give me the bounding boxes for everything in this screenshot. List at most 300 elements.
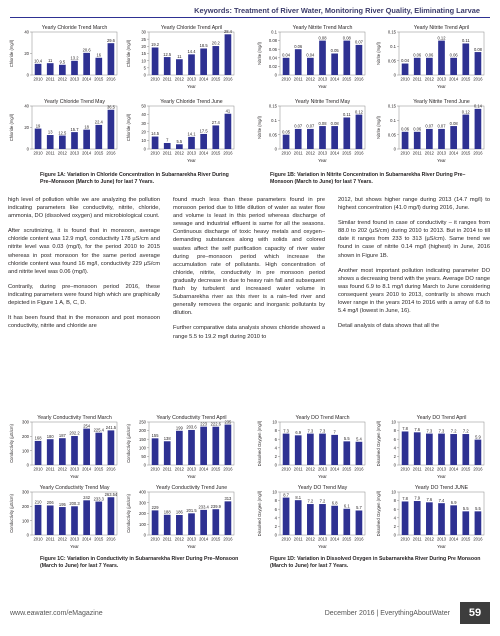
y-tick-label: 40	[141, 112, 146, 118]
bar	[343, 441, 350, 465]
x-tick-label: 2012	[424, 150, 434, 156]
bar	[307, 434, 314, 465]
data-label: 14.1	[187, 131, 196, 137]
x-tick-label: 2014	[330, 76, 340, 82]
y-tick-label: 20	[24, 51, 29, 57]
y-tick-label: 30	[141, 120, 146, 126]
bar	[450, 434, 457, 465]
bar	[319, 504, 326, 535]
x-tick-label: 2013	[186, 76, 197, 82]
y-tick-label: 0.15	[387, 103, 396, 109]
data-label: 168	[34, 435, 42, 441]
x-tick-label: 2011	[412, 150, 422, 156]
bar	[176, 59, 183, 75]
y-axis-label: Chloride (mg/l)	[9, 113, 14, 142]
y-tick-label: 200	[22, 503, 29, 509]
x-axis-label: Year	[318, 84, 327, 89]
data-label: 15.7	[70, 126, 79, 132]
data-label: 0.12	[437, 35, 446, 41]
x-tick-label: 2015	[211, 466, 221, 472]
y-axis-label: Dissolved Oxygen (mg/l)	[376, 490, 381, 537]
bar	[71, 61, 78, 75]
data-label: 7.3	[307, 428, 314, 434]
bar	[343, 41, 350, 75]
data-label: 7.8	[402, 496, 408, 502]
bar	[462, 115, 469, 149]
data-label: 223	[200, 421, 208, 427]
data-label: 6.9	[450, 500, 457, 506]
x-tick-label: 2016	[106, 466, 116, 472]
data-label: 0.07	[354, 39, 363, 45]
bar	[356, 442, 363, 465]
bar	[164, 57, 171, 75]
data-label: 235	[224, 419, 232, 425]
data-label: 9.5	[59, 59, 66, 65]
y-tick-label: 4	[393, 445, 396, 451]
bar	[83, 53, 90, 75]
data-label: 22.4	[94, 119, 103, 125]
x-tick-label: 2010	[150, 466, 160, 472]
x-tick-label: 2010	[400, 466, 410, 472]
x-axis-label: Year	[187, 544, 196, 549]
body-column-2	[173, 196, 325, 348]
x-tick-label: 2012	[57, 150, 67, 156]
bar	[319, 434, 326, 465]
bar	[83, 130, 90, 149]
x-tick-label: 2010	[150, 76, 160, 82]
x-tick-label: 2012	[174, 536, 184, 542]
y-tick-label: 100	[22, 518, 29, 524]
bar	[71, 506, 78, 535]
bar	[225, 114, 232, 149]
y-tick-label: 0	[26, 72, 29, 78]
y-tick-label: 400	[139, 489, 146, 495]
bar	[462, 43, 469, 75]
bar	[95, 125, 102, 149]
data-label: 225.4	[93, 427, 104, 433]
data-label: 7.2	[307, 498, 314, 504]
y-tick-label: 0	[393, 146, 396, 152]
x-tick-label: 2013	[436, 76, 447, 82]
bar	[71, 132, 78, 149]
x-tick-label: 2016	[223, 466, 233, 472]
x-tick-label: 2016	[354, 466, 364, 472]
chart-title: Yearly Conductivity Trend March	[37, 415, 112, 421]
data-label: 5.5	[462, 506, 469, 512]
data-label: 0.06	[449, 52, 458, 58]
bar	[176, 431, 183, 465]
bar	[200, 510, 207, 535]
header-keywords: Keywords: Treatment of River Water, Monitoring River Quality, Eliminating Larvae	[194, 6, 480, 15]
y-tick-label: 0.08	[268, 38, 277, 44]
data-label: 233.3	[93, 496, 104, 502]
x-tick-label: 2014	[449, 76, 459, 82]
bar	[426, 502, 433, 535]
data-label: 0.04	[401, 58, 410, 64]
data-label: 5.5	[475, 506, 481, 512]
y-tick-label: 250	[139, 419, 146, 425]
data-label: 14.4	[187, 49, 196, 55]
data-label: 0.11	[342, 112, 351, 118]
paragraph: 2012, but shows higher range during 2013 (14.7 mg/l) to highest concentration (41.0 mg/l) during 2016, June.	[338, 197, 490, 212]
data-label: 263.54	[104, 491, 118, 497]
bar	[225, 501, 232, 535]
data-label: 254	[83, 423, 91, 429]
data-label: 14.5	[151, 131, 160, 137]
data-label: 7.3	[426, 428, 433, 434]
bar	[414, 58, 421, 75]
bar	[47, 135, 54, 149]
x-tick-label: 2012	[57, 76, 67, 82]
x-tick-label: 2012	[174, 466, 184, 472]
y-tick-label: 0.05	[387, 132, 396, 138]
y-tick-label: 0.15	[268, 103, 277, 109]
x-tick-label: 2011	[162, 466, 172, 472]
data-label: 0.08	[330, 120, 339, 126]
bar	[475, 440, 482, 465]
y-tick-label: 4	[393, 515, 396, 521]
y-axis-label: Nitrite (mg/l)	[257, 42, 262, 65]
data-label: 0.08	[473, 46, 482, 52]
footer-url[interactable]: www.eawater.com/eMagazine	[10, 610, 103, 617]
bar	[95, 502, 102, 535]
bar	[343, 117, 350, 149]
x-axis-label: Year	[437, 158, 446, 163]
x-tick-label: 2014	[449, 536, 459, 542]
y-axis-label: Conductivity (µS/cm)	[9, 494, 14, 533]
data-label: 13.2	[70, 55, 79, 61]
x-tick-label: 2011	[293, 466, 303, 472]
data-label: 202.2	[69, 430, 80, 436]
data-label: 229	[151, 505, 159, 511]
y-tick-label: 40	[24, 103, 29, 109]
y-tick-label: 0.04	[268, 55, 277, 61]
x-tick-label: 2011	[293, 76, 303, 82]
bar	[59, 507, 66, 535]
data-label: 138	[163, 435, 171, 441]
y-tick-label: 200	[139, 428, 146, 434]
bar	[343, 509, 350, 535]
bar	[356, 510, 363, 535]
x-tick-label: 2013	[317, 76, 328, 82]
bar	[108, 430, 115, 465]
x-axis-label: Year	[187, 84, 196, 89]
chart-title: Yearly DO Trend March	[295, 415, 350, 421]
x-axis-label: Year	[318, 544, 327, 549]
data-label: 6.8	[331, 500, 338, 506]
y-tick-label: 10	[391, 489, 396, 495]
y-tick-label: 0	[26, 532, 29, 538]
data-label: 7.2	[450, 428, 457, 434]
x-tick-label: 2011	[162, 76, 172, 82]
y-tick-label: 10	[141, 58, 146, 64]
chart-title: Yearly Nitrite Trend June	[413, 99, 470, 105]
chart-chloride-may	[8, 96, 120, 164]
x-tick-label: 2016	[473, 150, 483, 156]
bar	[414, 501, 421, 535]
y-tick-label: 6	[274, 436, 277, 442]
paragraph: Another most important pollution indicating parameter DO shows a decreasing trend with the years. Average DO range was found 6.9 to 8.1 mg/l during March to June considering consequent years 2010 to 2013, contrarily is shows much lower range in the years 2014 to 2016 with a array of 6.8 to 5.4 mg/l (lowest in June, 16).	[338, 267, 490, 315]
x-tick-label: 2015	[342, 76, 352, 82]
bar	[35, 64, 42, 75]
x-tick-label: 2010	[33, 466, 43, 472]
y-axis-label: Nitrite (mg/l)	[376, 42, 381, 65]
x-axis-label: Year	[187, 158, 196, 163]
data-label: 7.3	[438, 428, 445, 434]
data-label: 7.9	[414, 495, 421, 501]
x-tick-label: 2010	[150, 536, 160, 542]
page-number: 59	[460, 602, 490, 624]
paragraph: Detail analysis of data shows that all the	[338, 323, 440, 330]
data-label: 0.07	[306, 123, 315, 129]
x-tick-label: 2013	[186, 466, 197, 472]
y-axis-label: Conductivity (µS/cm)	[9, 424, 14, 463]
y-tick-label: 0	[143, 462, 146, 468]
y-tick-label: 10	[141, 138, 146, 143]
bar	[426, 129, 433, 149]
data-label: 7.3	[319, 428, 326, 434]
x-axis-label: Year	[187, 474, 196, 479]
bar	[200, 427, 207, 465]
x-tick-label: 2016	[354, 150, 364, 156]
data-label: 0.12	[461, 109, 470, 115]
bar	[450, 505, 457, 535]
x-tick-label: 2011	[412, 536, 422, 542]
y-tick-label: 2	[274, 524, 277, 529]
chart-title: Yearly Chloride Trend April	[160, 25, 223, 31]
y-tick-label: 50	[141, 103, 146, 109]
body-column-3	[338, 196, 490, 337]
bar	[176, 515, 183, 535]
data-label: 210	[34, 499, 42, 505]
data-label: 7.6	[414, 427, 421, 433]
data-label: 199	[175, 425, 183, 431]
x-axis-label: Year	[437, 544, 446, 549]
bar	[475, 109, 482, 149]
paragraph: Similar trend found in case of conductivity – it ranges from 88.0 to 202 (µS/cm) during 2010 to 2013. But in 2014 to till date it ranges from 233 to 313 (µS/cm). Same trend we found in case of nitrite 0.14 mg/l (highest) in June, 2016 shown in Figure 1B.	[338, 220, 490, 259]
x-tick-label: 2010	[33, 536, 43, 542]
x-tick-label: 2014	[82, 150, 92, 156]
y-tick-label: 0.1	[390, 43, 396, 49]
bar	[59, 438, 66, 465]
paragraph: After scrutinizing, it is found that in monsoon, average chloride content was 12.9 mg/l, conductivity 178 µS/cm and nitrite level was 0.03 (mg/l), for the period 2010 to 2015 whereas in post monsoon for the same period average chloride content was found 16 mg/l, conductivity 229 µS/cm and nitrite level was 0.06 (mg/l).	[8, 228, 160, 275]
data-label: 7	[166, 137, 169, 143]
y-axis-label: Dissolved Oxygen (mg/l)	[257, 420, 262, 467]
bar	[225, 34, 232, 75]
x-tick-label: 2010	[400, 76, 410, 82]
x-tick-label: 2011	[293, 536, 303, 542]
y-axis-label: Nitrite (mg/l)	[376, 116, 381, 139]
x-tick-label: 2010	[281, 76, 291, 82]
data-label: 17.5	[199, 128, 208, 134]
data-label: 10.4	[34, 58, 43, 64]
x-tick-label: 2011	[412, 76, 422, 82]
data-label: 5.5	[176, 138, 183, 144]
x-tick-label: 2011	[412, 466, 422, 472]
bar	[95, 58, 102, 75]
data-label: 11	[48, 57, 53, 63]
x-tick-label: 2013	[69, 536, 80, 542]
y-tick-label: 0	[274, 532, 277, 538]
data-label: 7.2	[319, 498, 326, 504]
x-tick-label: 2012	[424, 76, 434, 82]
bar	[59, 65, 66, 75]
data-label: 180	[46, 433, 54, 439]
data-label: 201.5	[186, 508, 197, 514]
data-label: 7.8	[402, 426, 408, 432]
bar	[462, 434, 469, 465]
bar	[295, 49, 302, 75]
x-tick-label: 2016	[473, 536, 483, 542]
x-tick-label: 2014	[330, 150, 340, 156]
data-label: 20.6	[82, 47, 91, 53]
data-label: 186	[175, 509, 183, 515]
x-tick-label: 2014	[330, 536, 340, 542]
y-tick-label: 0	[143, 72, 146, 78]
data-label: 7.3	[283, 428, 289, 434]
data-label: 29.6	[106, 37, 115, 43]
bar	[414, 432, 421, 465]
chart-title: Yearly Nitrite Trend May	[294, 99, 351, 105]
bar	[188, 513, 195, 535]
chart-title: Yearly DO Trend May	[297, 485, 348, 491]
chart-chloride-march	[8, 22, 120, 90]
x-tick-label: 2012	[57, 466, 67, 472]
x-tick-label: 2016	[223, 150, 233, 156]
x-tick-label: 2015	[94, 536, 104, 542]
bar	[152, 47, 159, 75]
bar	[438, 129, 445, 149]
x-tick-label: 2011	[45, 466, 55, 472]
y-tick-label: 0	[274, 462, 277, 468]
bar	[283, 58, 290, 75]
bar	[450, 126, 457, 149]
x-tick-label: 2015	[461, 150, 471, 156]
y-tick-label: 200	[139, 511, 146, 517]
chart-conductivity-june	[125, 482, 237, 550]
bar	[331, 435, 338, 465]
x-tick-label: 2013	[69, 76, 80, 82]
x-tick-label: 2014	[82, 536, 92, 542]
data-label: 0.06	[401, 126, 410, 132]
x-tick-label: 2015	[211, 76, 221, 82]
x-tick-label: 2014	[199, 150, 209, 156]
data-label: 6.9	[295, 430, 302, 436]
y-tick-label: 100	[139, 445, 146, 451]
y-tick-label: 100	[139, 521, 146, 527]
data-label: 203.6	[186, 424, 197, 430]
y-tick-label: 0	[26, 146, 29, 152]
data-label: 41	[225, 108, 231, 114]
x-tick-label: 2013	[436, 536, 447, 542]
y-tick-label: 20	[24, 125, 29, 131]
data-label: 0.08	[342, 35, 351, 41]
x-tick-label: 2010	[400, 536, 410, 542]
bar	[283, 434, 290, 465]
bar	[307, 129, 314, 149]
x-tick-label: 2015	[211, 536, 221, 542]
bar	[402, 501, 409, 535]
bar	[188, 54, 195, 75]
y-tick-label: 6	[393, 506, 396, 512]
x-tick-label: 2016	[473, 466, 483, 472]
bar	[47, 505, 54, 535]
y-tick-label: 150	[139, 436, 146, 442]
bar	[83, 500, 90, 535]
data-label: 12.5	[163, 51, 172, 57]
data-label: 7.6	[426, 497, 433, 503]
header-rule	[10, 17, 490, 18]
x-tick-label: 2012	[305, 76, 315, 82]
y-tick-label: 0.05	[387, 58, 396, 64]
bar	[438, 41, 445, 75]
y-tick-label: 4	[274, 445, 277, 451]
y-tick-label: 0	[143, 146, 146, 152]
data-label: 13	[47, 129, 53, 135]
x-tick-label: 2016	[106, 150, 116, 156]
y-tick-label: 0	[26, 462, 29, 468]
bar	[188, 137, 195, 149]
bar	[35, 505, 42, 535]
x-tick-label: 2011	[293, 150, 303, 156]
y-tick-label: 25	[141, 36, 146, 42]
x-tick-label: 2015	[461, 466, 471, 472]
bar	[164, 143, 171, 149]
data-label: 28.4	[223, 28, 232, 34]
x-tick-label: 2016	[223, 536, 233, 542]
caption-fig1d: Figure 1D: Variation in Dissolved Oxygen in Subarnarekha River During Pre Monsoon (March to June) for last 7 Years.	[270, 556, 481, 569]
bar	[307, 58, 314, 75]
bar	[438, 503, 445, 535]
data-label: 8.1	[295, 494, 302, 500]
x-tick-label: 2011	[45, 76, 55, 82]
x-tick-label: 2015	[342, 150, 352, 156]
paragraph: Contrarily, during pre–monsoon period 2016, these indicating parameters were found high which are graphically depicted in Figure 1 A, B, C, D.	[8, 283, 160, 307]
y-tick-label: 4	[274, 515, 277, 521]
caption-fig1c: Figure 1C: Variation in Conductivity in Subarnarekha River During Pre–Monsoon (March to June) for last 7 Years.	[40, 556, 239, 569]
data-label: 7.2	[462, 428, 469, 434]
bar	[108, 110, 115, 149]
bar	[402, 64, 409, 75]
bar	[71, 436, 78, 465]
x-tick-label: 2016	[354, 536, 364, 542]
data-label: 188	[163, 509, 171, 515]
y-tick-label: 0.1	[271, 29, 277, 35]
y-tick-label: 0	[393, 532, 396, 538]
footer-issue: December 2016 | EverythingAboutWater	[324, 610, 450, 617]
chart-do-may	[256, 482, 368, 550]
x-tick-label: 2015	[94, 76, 104, 82]
bar	[414, 132, 421, 149]
x-tick-label: 2014	[449, 466, 459, 472]
x-tick-label: 2015	[211, 150, 221, 156]
data-label: 0.04	[306, 52, 315, 58]
y-tick-label: 6	[393, 436, 396, 442]
chart-title: Yearly DO Trend April	[416, 415, 467, 421]
body-column-1	[8, 196, 160, 337]
x-tick-label: 2013	[186, 150, 197, 156]
y-tick-label: 6	[274, 506, 277, 512]
caption-fig1a: Figure 1A: Variation in Chloride Concentration in Subarnarekha River During Pre–Monsoon (March to June) for last 7 Years.	[40, 172, 229, 185]
bar	[402, 431, 409, 465]
bar	[426, 58, 433, 75]
x-tick-label: 2013	[69, 466, 80, 472]
x-tick-label: 2016	[106, 76, 116, 82]
x-tick-label: 2014	[82, 76, 92, 82]
data-label: 6.1	[343, 503, 350, 509]
data-label: 200.3	[69, 500, 80, 506]
y-tick-label: 300	[139, 500, 146, 506]
